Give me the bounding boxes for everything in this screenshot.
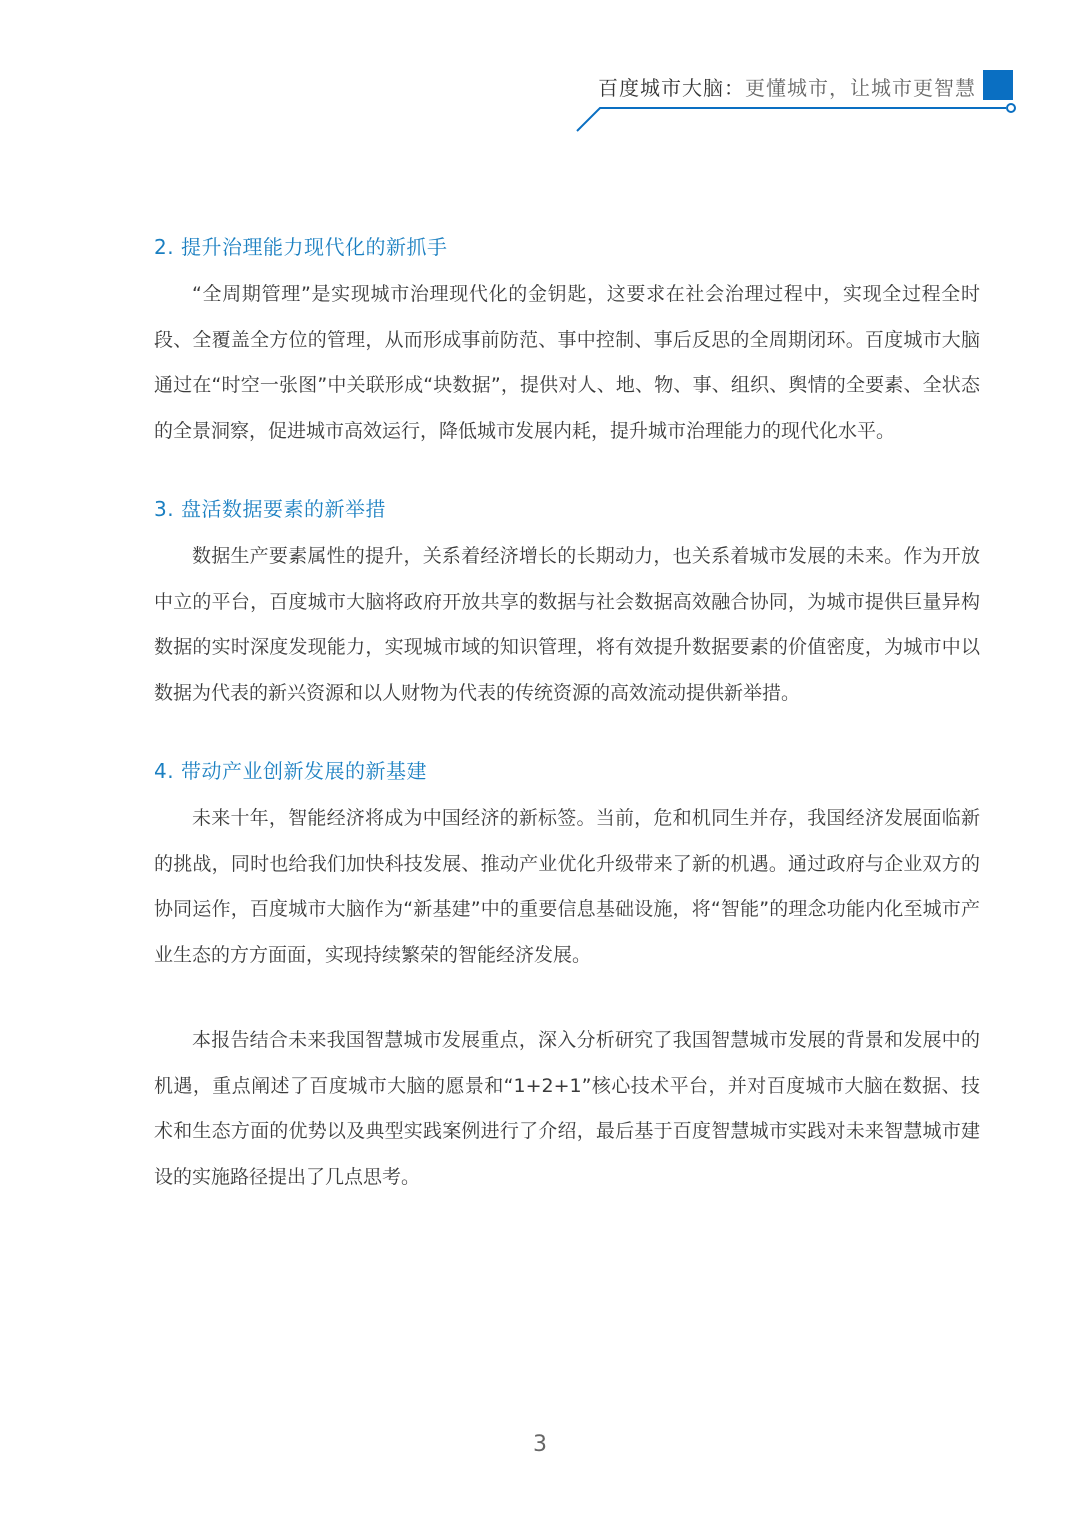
section-new-infrastructure [154, 756, 980, 978]
header-decorative-line [574, 100, 1020, 134]
header-accent-square [983, 70, 1013, 100]
header-brand: 百度城市大脑： [598, 76, 745, 100]
section-paragraph: “全周期管理”是实现城市治理现代化的金钥匙，这要求在社会治理过程中，实现全过程全时段、全覆盖全方位的管理，从而形成事前防范、事中控制、事后反思的全周期闭环。百度城市大脑通过在“时空一张图”中关联形成“块数据”，提供对人、地、物、事、组织、舆情的全要素、全状态的全景洞察，促进城市高效运行，降低城市发展内耗，提升城市治理能力的现代化水平。 [154, 283, 980, 442]
header-slogan: 更懂城市，让城市更智慧 [745, 76, 976, 100]
page-number: 3 [533, 1432, 547, 1457]
header-title [598, 74, 976, 102]
section-paragraph: 数据生产要素属性的提升，关系着经济增长的长期动力，也关系着城市发展的未来。作为开放中立的平台，百度城市大脑将政府开放共享的数据与社会数据高效融合协同，为城市提供巨量异构数据的实时深度发现能力，实现城市域的知识管理，将有效提升数据要素的价值密度，为城市中以数据为代表的新兴资源和以人财物为代表的传统资源的高效流动提供新举措。 [154, 545, 980, 704]
section-paragraph: 未来十年，智能经济将成为中国经济的新标签。当前，危和机同生并存，我国经济发展面临新的挑战，同时也给我们加快科技发展、推动产业优化升级带来了新的机遇。通过政府与企业双方的协同运作，百度城市大脑作为“新基建”中的重要信息基础设施，将“智能”的理念功能内化至城市产业生态的方方面面，实现持续繁荣的智能经济发展。 [154, 807, 980, 966]
section-heading: 4. 带动产业创新发展的新基建 [154, 759, 427, 783]
section-heading: 2. 提升治理能力现代化的新抓手 [154, 235, 448, 259]
section-heading: 3. 盘活数据要素的新举措 [154, 497, 386, 521]
section-governance [154, 232, 980, 454]
section-data-elements [154, 494, 980, 716]
page-content [154, 232, 980, 1200]
closing-paragraph: 本报告结合未来我国智慧城市发展重点，深入分析研究了我国智慧城市发展的背景和发展中的机遇，重点阐述了百度城市大脑的愿景和“1+2+1”核心技术平台，并对百度城市大脑在数据、技术和生态方面的优势以及典型实践案例进行了介绍，最后基于百度智慧城市实践对未来智慧城市建设的实施路径提出了几点思考。 [154, 1029, 980, 1188]
